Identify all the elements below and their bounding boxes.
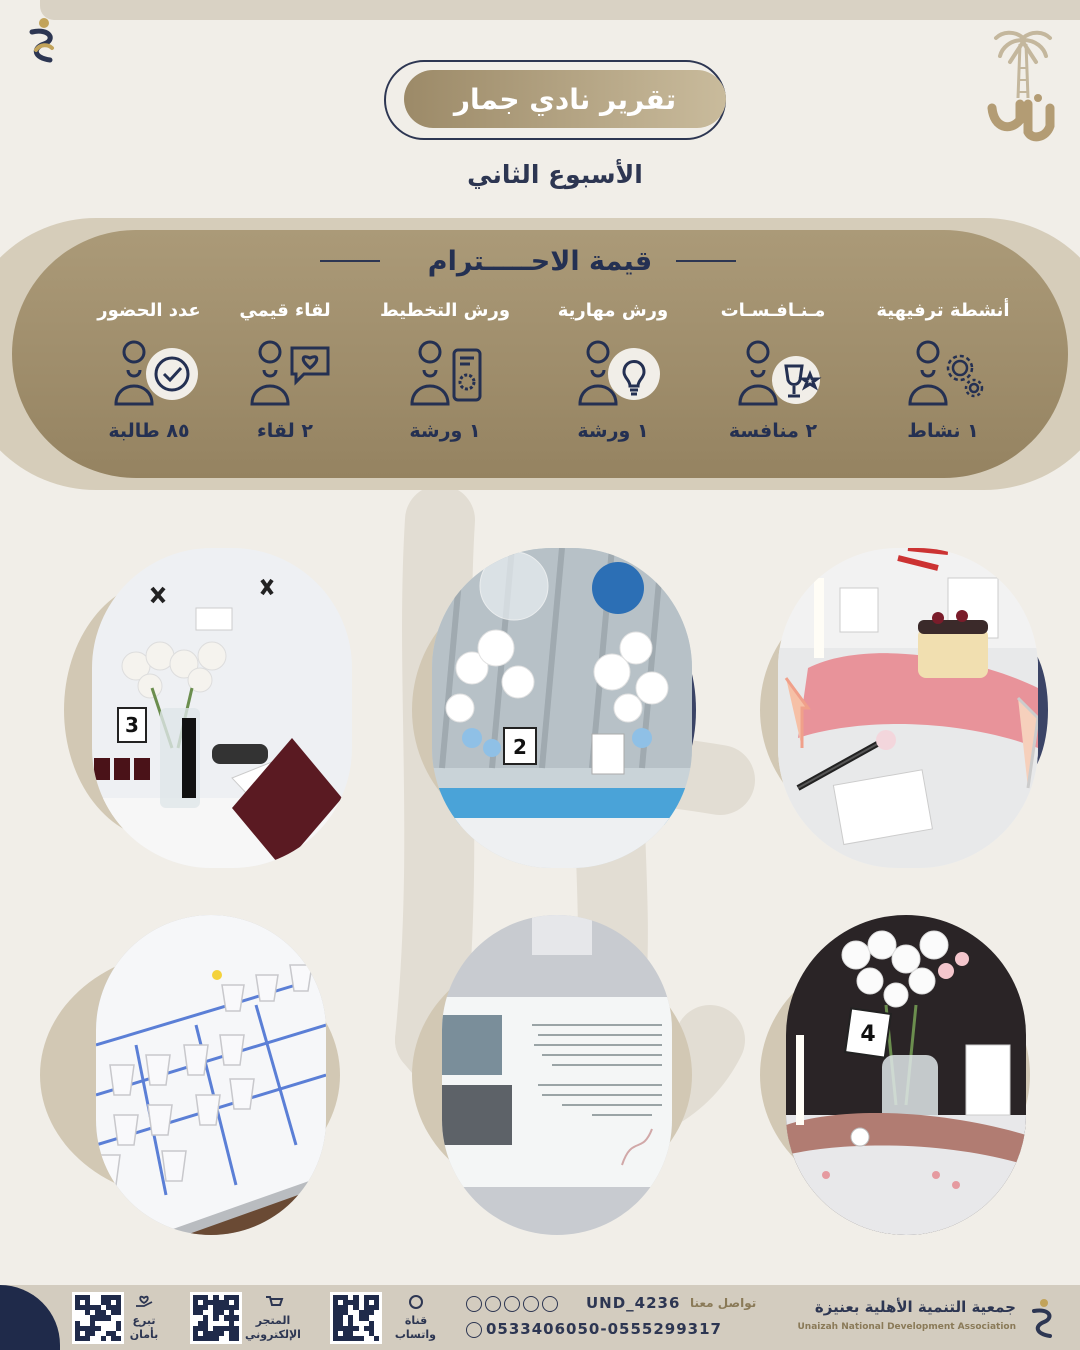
qr-pattern bbox=[75, 1295, 121, 1341]
stat-value: ١ ورشة bbox=[409, 420, 481, 442]
association-logo-icon bbox=[22, 14, 64, 64]
photo-presentation-screen bbox=[442, 915, 672, 1235]
snapchat-icon[interactable] bbox=[542, 1296, 558, 1312]
store-qr[interactable] bbox=[190, 1292, 242, 1344]
footer bbox=[0, 1285, 1080, 1350]
title-rule-left bbox=[320, 260, 380, 262]
planning-icon bbox=[390, 334, 500, 410]
stat-label: لقاء قيمي bbox=[239, 300, 331, 321]
youtube-icon[interactable] bbox=[523, 1296, 539, 1312]
whatsapp-channel-qr[interactable] bbox=[330, 1292, 382, 1344]
link-label: الإلكتروني bbox=[245, 1328, 301, 1341]
qr-pattern bbox=[193, 1295, 239, 1341]
link-label: قناة bbox=[404, 1314, 428, 1327]
stat-label: مـنـافـسـات bbox=[720, 300, 826, 321]
whatsapp-icon bbox=[396, 1294, 436, 1310]
trophy-icon bbox=[718, 334, 828, 410]
link-label: بأمان bbox=[129, 1328, 159, 1341]
stat-value: ١ ورشة bbox=[577, 420, 649, 442]
cart-icon bbox=[244, 1294, 302, 1310]
stat-label: ورش التخطيط bbox=[379, 300, 511, 321]
page-title: تقرير نادي جمار bbox=[404, 70, 726, 128]
stat-value: ٢ منافسة bbox=[728, 420, 818, 442]
table-number-2: 2 bbox=[513, 735, 527, 759]
photo-table-3 bbox=[92, 548, 352, 868]
x-icon[interactable] bbox=[466, 1296, 482, 1312]
photo-table-4 bbox=[786, 915, 1026, 1235]
lightbulb-icon bbox=[558, 334, 668, 410]
gears-icon bbox=[888, 334, 998, 410]
stat-skills-workshops bbox=[528, 300, 698, 440]
phone-numbers[interactable]: 0533406050-0555299317 bbox=[486, 1320, 722, 1338]
stat-value: ١ نشاط bbox=[907, 420, 979, 442]
donate-qr[interactable] bbox=[72, 1292, 124, 1344]
link-label: تبرع bbox=[132, 1314, 156, 1327]
instagram-icon[interactable] bbox=[504, 1296, 520, 1312]
qr-pattern bbox=[333, 1295, 379, 1341]
whatsapp-channel-link[interactable] bbox=[396, 1294, 436, 1342]
stat-value: ٢ لقاء bbox=[257, 420, 313, 442]
link-label: المتجر bbox=[255, 1314, 291, 1327]
store-link[interactable] bbox=[244, 1294, 302, 1342]
stat-competitions bbox=[688, 300, 858, 440]
photo-cups-game bbox=[96, 915, 326, 1235]
stat-label: ورش مهارية bbox=[557, 300, 669, 321]
social-icons bbox=[466, 1296, 584, 1314]
stat-value: ٨٥ طالبة bbox=[108, 420, 190, 442]
social-handle[interactable]: UND_4236 bbox=[586, 1294, 681, 1312]
heart-chat-icon bbox=[230, 334, 340, 410]
photo-table-2 bbox=[432, 548, 692, 868]
table-number-3: 3 bbox=[125, 713, 139, 737]
check-icon bbox=[94, 334, 204, 410]
photo-cake-table bbox=[778, 548, 1038, 868]
whatsapp-icon bbox=[466, 1322, 482, 1338]
link-label: واتساب bbox=[394, 1328, 436, 1341]
jammar-brand-logo bbox=[980, 28, 1066, 146]
stat-label: أنشطة ترفيهية bbox=[876, 300, 1010, 321]
stat-planning-workshops bbox=[360, 300, 530, 440]
table-number-4: 4 bbox=[860, 1022, 876, 1047]
contact-label: تواصل معنا bbox=[690, 1296, 757, 1310]
org-name-english: Unaizah National Development Association bbox=[797, 1322, 1016, 1332]
page-subtitle: الأسبوع الثاني bbox=[467, 160, 643, 189]
stat-label: عدد الحضور bbox=[97, 300, 201, 321]
donate-link[interactable] bbox=[126, 1294, 162, 1342]
tiktok-icon[interactable] bbox=[485, 1296, 501, 1312]
stat-attendance bbox=[64, 300, 234, 440]
donate-hand-icon bbox=[126, 1294, 162, 1310]
association-logo-icon bbox=[1026, 1296, 1060, 1340]
value-title: قيمة الاحـــــترام bbox=[427, 246, 653, 277]
top-bar bbox=[40, 0, 1080, 20]
stat-entertainment bbox=[858, 300, 1028, 440]
org-name-arabic: جمعية التنمية الأهلية بعنيزة bbox=[814, 1298, 1016, 1316]
